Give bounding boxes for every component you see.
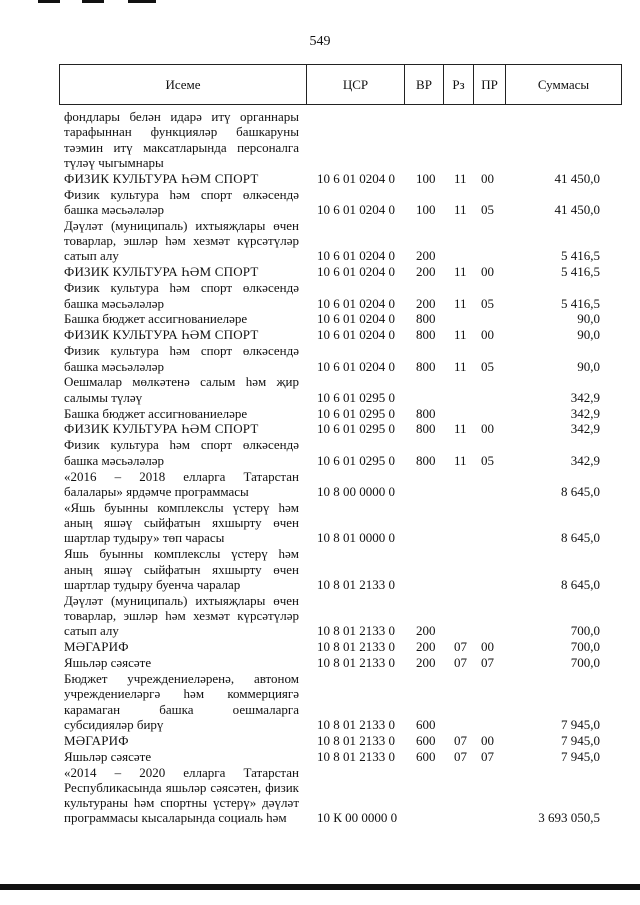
row-name: Физик культура һәм спорт өлкәсендә башка мәсьәләләр [64,280,299,311]
row-csr: 10 6 01 0295 0 [317,421,395,437]
row-sum: 342,9 [570,389,600,405]
row-pr: 00 [481,327,494,343]
row-name: Яшьләр сәясәте [64,748,152,764]
row-sum: 5 416,5 [561,295,600,311]
row-vr: 100 [416,201,436,217]
row-rz: 07 [454,732,467,748]
row-sum: 342,9 [570,421,600,437]
row-pr: 00 [481,639,494,655]
row-sum: 8 645,0 [561,530,600,546]
row-csr: 10 6 01 0295 0 [317,452,395,468]
table-body [0,109,640,826]
top-edge-line [128,0,156,3]
row-sum: 7 945,0 [561,732,600,748]
row-sum: 90,0 [577,311,600,327]
row-rz: 11 [454,201,467,217]
row-name: Физик культура һәм спорт өлкәсендә башка мәсьәләләр [64,437,299,468]
row-sum: 90,0 [577,358,600,374]
table-row [0,639,640,654]
row-vr: 800 [416,421,436,437]
row-csr: 10 8 01 0000 0 [317,530,395,546]
row-name: Бюджет учреждениеләренә, автоном учреждениеләргә һәм коммерциягә карамаган башка оешмаларга субсидияләр бирү [64,670,299,732]
row-csr: 10 8 01 2133 0 [317,576,395,592]
table-row [0,343,640,374]
row-csr: 10 8 01 2133 0 [317,732,395,748]
row-vr: 200 [416,639,436,655]
row-csr: 10 6 01 0204 0 [317,248,395,264]
table-row [0,733,640,748]
row-rz: 11 [454,358,467,374]
header-rz: Рз [443,65,473,104]
row-csr: 10 6 01 0204 0 [317,358,395,374]
row-rz: 11 [454,295,467,311]
row-vr: 200 [416,623,436,639]
bottom-scan-bar [0,884,640,890]
row-csr: 10 6 01 0204 0 [317,295,395,311]
table-row [0,187,640,218]
row-csr: 10 8 01 2133 0 [317,623,395,639]
table-header [59,64,622,105]
row-pr: 07 [481,655,494,671]
page-number: 549 [309,34,331,49]
row-sum: 8 645,0 [561,483,600,499]
table-row [0,218,640,264]
row-pr: 00 [481,421,494,437]
header-name: Исеме [165,77,201,92]
row-sum: 90,0 [577,327,600,343]
row-vr: 800 [416,405,436,421]
row-sum: 7 945,0 [561,716,600,732]
row-rz: 11 [454,264,467,280]
row-name: МӘГАРИФ [64,639,129,655]
row-sum: 342,9 [570,452,600,468]
row-vr: 800 [416,452,436,468]
row-name: ФИЗИК КУЛЬТУРА ҺӘМ СПОРТ [64,264,259,280]
table-row [0,311,640,326]
row-name: «2016 – 2018 елларга Татарстан балалары» ярдәмче программасы [64,468,299,499]
row-rz: 11 [454,170,467,186]
row-rz: 07 [454,655,467,671]
row-sum: 41 450,0 [554,170,600,186]
row-rz: 07 [454,639,467,655]
row-name: МӘГАРИФ [64,732,129,748]
table-row [0,421,640,436]
row-sum: 41 450,0 [554,201,600,217]
row-vr: 600 [416,732,436,748]
row-name: фондлары белән идарә итү органнары тарафыннан функцияләр башкаруны тәэмин итү максатларында персоналга түләү чыгымнары [64,109,299,170]
table-row [0,765,640,826]
row-name: Яшьләр сәясәте [64,655,152,671]
row-csr: 10 6 01 0204 0 [317,311,395,327]
row-pr: 00 [481,264,494,280]
row-name: Башка бюджет ассигнованиеләре [64,405,248,421]
row-csr: 10 6 01 0204 0 [317,264,395,280]
row-csr: 10 8 00 0000 0 [317,483,395,499]
row-name: ФИЗИК КУЛЬТУРА ҺӘМ СПОРТ [64,421,259,437]
header-csr: ЦСР [306,65,404,104]
table-row [0,171,640,186]
table-row [0,546,640,592]
header-vr: ВР [404,65,443,104]
row-csr: 10 8 01 2133 0 [317,655,395,671]
row-name: Физик культура һәм спорт өлкәсендә башка мәсьәләләр [64,186,299,217]
row-rz: 11 [454,421,467,437]
row-pr: 05 [481,452,494,468]
row-vr: 200 [416,655,436,671]
row-name: Дәүләт (муниципаль) ихтыяҗлары өчен товарлар, эшләр һәм хезмәт күрсәтүләр сатып алу [64,592,299,639]
row-rz: 11 [454,452,467,468]
row-csr: 10 К 00 0000 0 [317,810,398,826]
row-vr: 800 [416,311,436,327]
row-vr: 600 [416,748,436,764]
row-vr: 800 [416,358,436,374]
row-vr: 600 [416,716,436,732]
row-sum: 8 645,0 [561,576,600,592]
header-pr: ПР [473,65,505,104]
table-row [0,327,640,342]
table-row [0,264,640,279]
row-pr: 07 [481,748,494,764]
row-rz: 11 [454,327,467,343]
row-name: ФИЗИК КУЛЬТУРА ҺӘМ СПОРТ [64,327,259,343]
row-name: Физик культура һәм спорт өлкәсендә башка мәсьәләләр [64,343,299,374]
table-row [0,280,640,311]
row-vr: 200 [416,295,436,311]
table-row [0,469,640,500]
row-name: ФИЗИК КУЛЬТУРА ҺӘМ СПОРТ [64,170,259,186]
table-row [0,374,640,405]
row-sum: 700,0 [570,623,600,639]
row-name: «2014 – 2020 елларга Татарстан Республикасында яшьләр сәясәтен, физик культураны һәм спортны үстерү» дәүләт программасы кысаларында социаль һәм [64,764,299,826]
table-row [0,109,640,170]
table-row [0,749,640,764]
row-vr: 200 [416,248,436,264]
row-csr: 10 6 01 0295 0 [317,389,395,405]
row-csr: 10 6 01 0295 0 [317,405,395,421]
row-name: «Яшь буынны комплекслы үстерү һәм аның яшәү сыйфатын яхшырту өчен шартлар тудыру» төп чарасы [64,499,299,546]
row-sum: 5 416,5 [561,248,600,264]
row-vr: 800 [416,327,436,343]
row-pr: 00 [481,170,494,186]
row-name: Оешмалар мөлкәтенә салым һәм җир салымы түләү [64,374,299,405]
row-csr: 10 6 01 0204 0 [317,170,395,186]
table-row [0,437,640,468]
row-csr: 10 6 01 0204 0 [317,201,395,217]
header-sum: Суммасы [505,65,621,104]
row-name: Башка бюджет ассигнованиеләре [64,311,248,327]
row-sum: 700,0 [570,655,600,671]
row-sum: 5 416,5 [561,264,600,280]
row-pr: 05 [481,201,494,217]
top-edge-line [38,0,60,3]
row-sum: 342,9 [570,405,600,421]
table-row [0,406,640,421]
row-pr: 05 [481,295,494,311]
row-vr: 200 [416,264,436,280]
row-pr: 05 [481,358,494,374]
row-csr: 10 6 01 0204 0 [317,327,395,343]
row-vr: 100 [416,170,436,186]
row-name: Дәүләт (муниципаль) ихтыяҗлары өчен товарлар, эшләр һәм хезмәт күрсәтүләр сатып алу [64,217,299,264]
row-sum: 3 693 050,5 [538,810,600,826]
table-row [0,671,640,732]
row-csr: 10 8 01 2133 0 [317,716,395,732]
table-row [0,593,640,639]
row-rz: 07 [454,748,467,764]
row-csr: 10 8 01 2133 0 [317,639,395,655]
row-pr: 00 [481,732,494,748]
row-sum: 700,0 [570,639,600,655]
row-sum: 7 945,0 [561,748,600,764]
row-name: Яшь буынны комплекслы үстерү һәм аның яшәү сыйфатын яхшырту өчен шартлар тудыру буенча чаралар [64,546,299,592]
top-edge-line [82,0,104,3]
table-row [0,500,640,546]
table-row [0,655,640,670]
row-csr: 10 8 01 2133 0 [317,748,395,764]
